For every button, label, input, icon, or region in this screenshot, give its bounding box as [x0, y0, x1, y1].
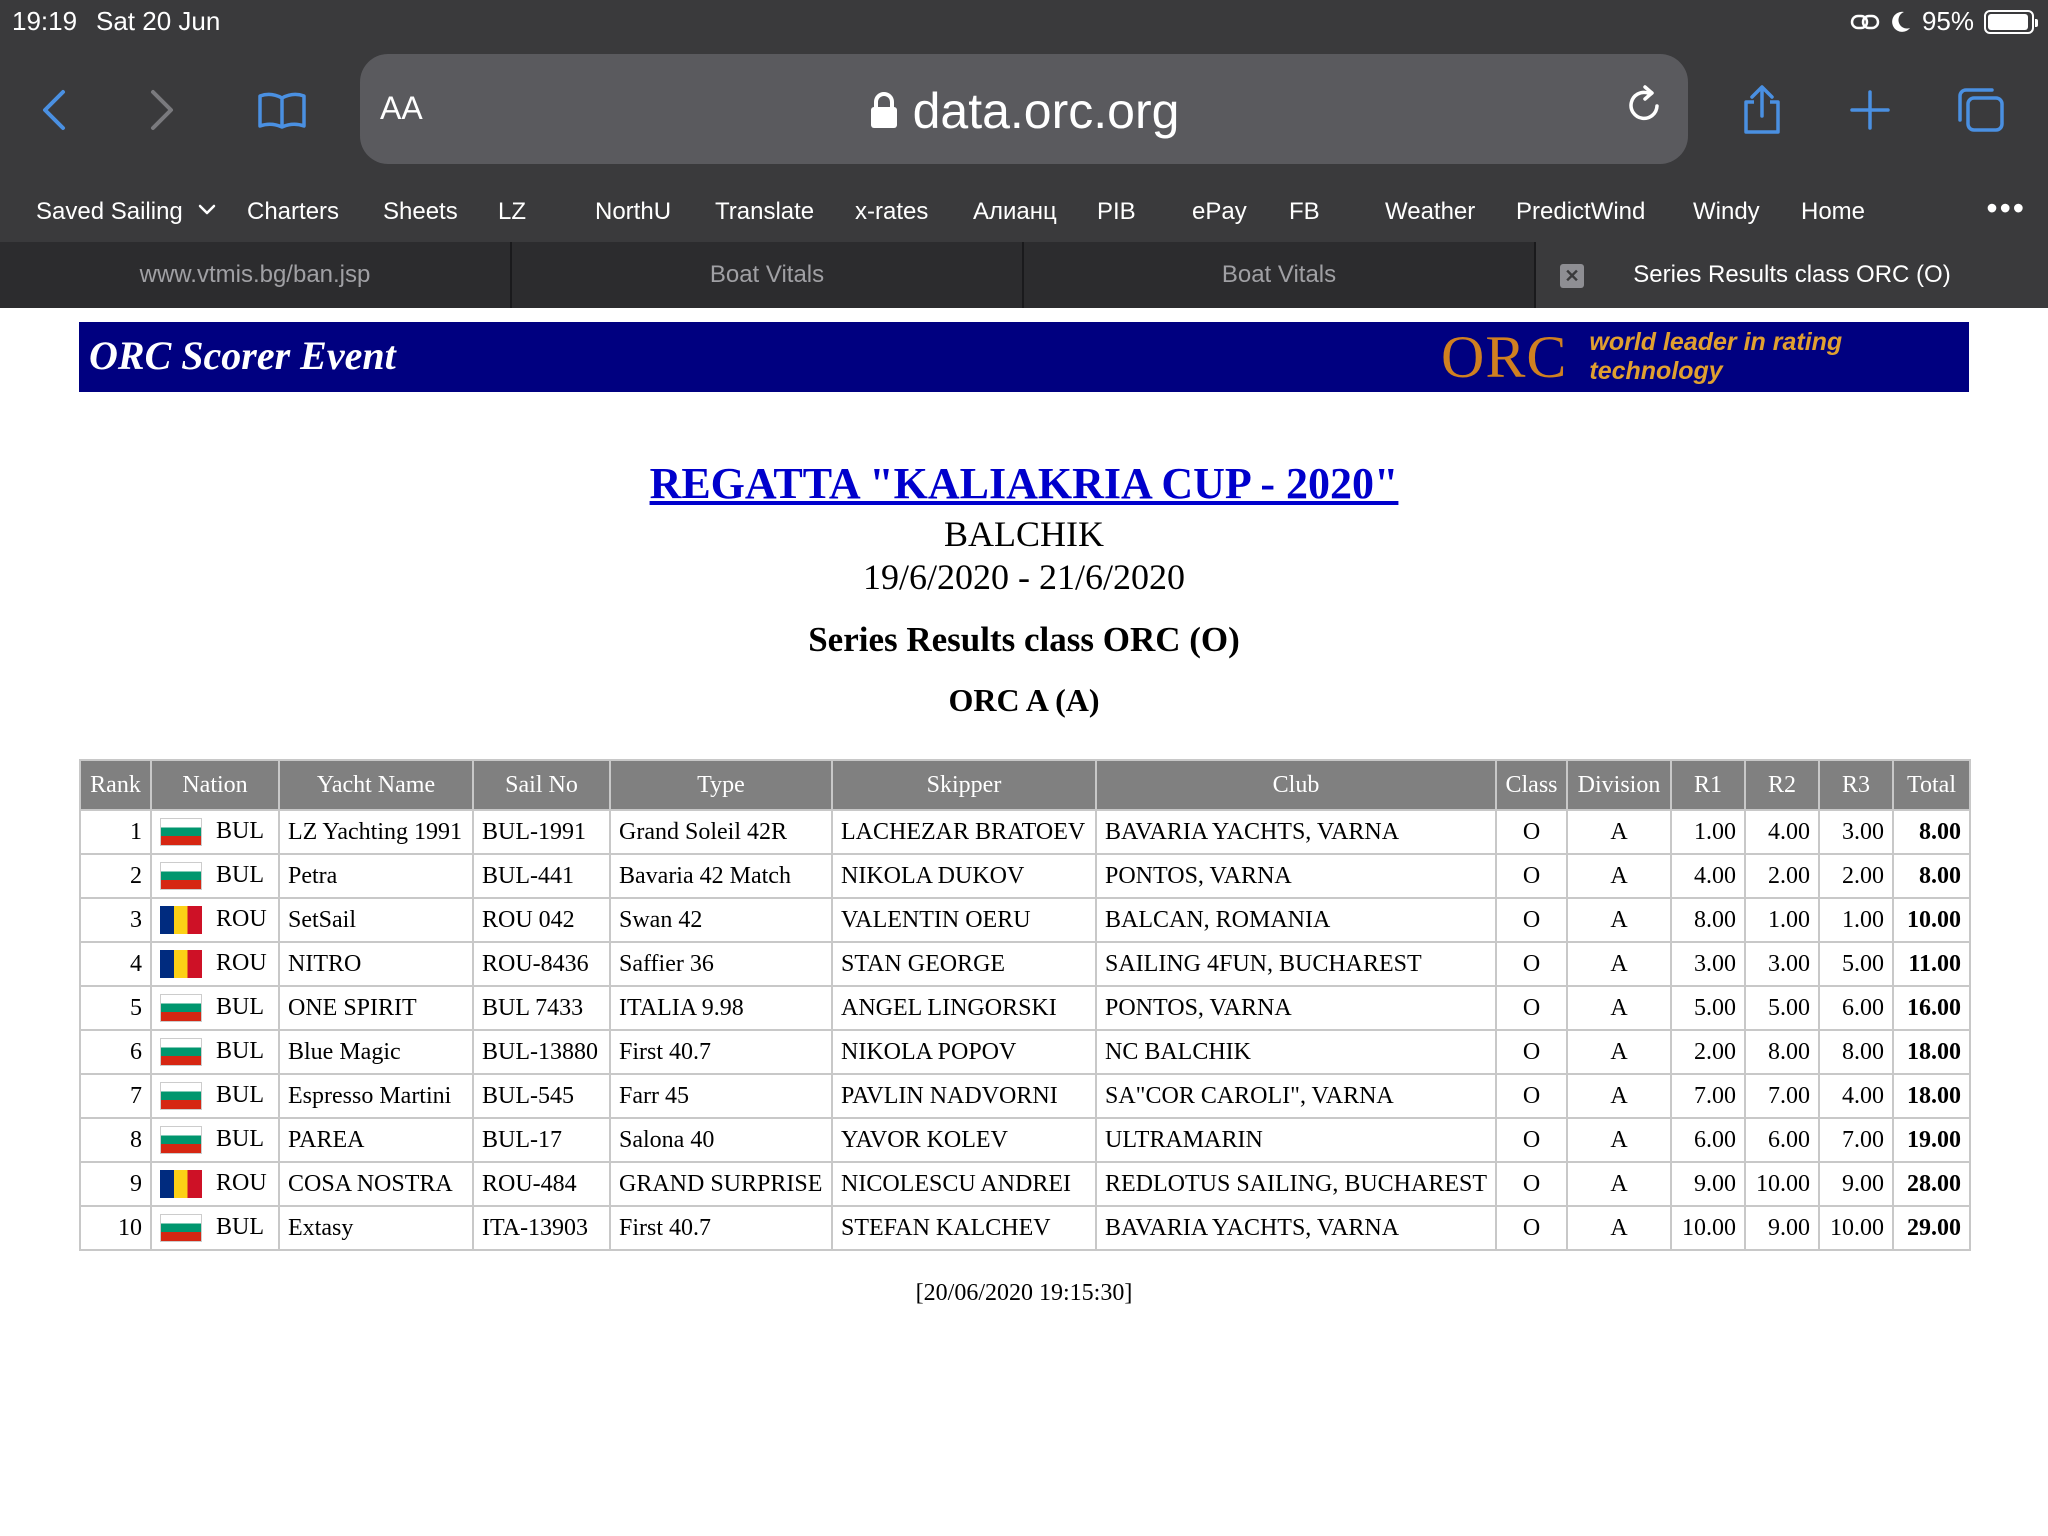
- bookmark-x-rates[interactable]: x-rates: [855, 198, 929, 225]
- cell-total: 18.00: [1893, 1074, 1970, 1118]
- table-row: [80, 898, 1970, 942]
- cell-type: ITALIA 9.98: [610, 986, 832, 1030]
- cell-sail-no: BUL-545: [473, 1074, 610, 1118]
- col-r2: R2: [1745, 760, 1819, 810]
- battery-icon: [1984, 10, 2034, 34]
- browser-chrome: [0, 0, 2048, 308]
- cell-rank: 1: [80, 810, 151, 854]
- cell-club: NC BALCHIK: [1096, 1030, 1496, 1074]
- bookmark-translate[interactable]: Translate: [715, 198, 815, 225]
- cell-class: O: [1496, 942, 1567, 986]
- class-title: ORC A (A): [948, 682, 1100, 718]
- cell-division: A: [1567, 898, 1671, 942]
- cell-yacht-name: Extasy: [279, 1206, 473, 1250]
- cell-r3: 7.00: [1819, 1118, 1893, 1162]
- table-row: [80, 854, 1970, 898]
- col-r3: R3: [1819, 760, 1893, 810]
- cell-skipper: YAVOR KOLEV: [832, 1118, 1096, 1162]
- cell-sail-no: BUL-17: [473, 1118, 610, 1162]
- nation-code: BUL: [216, 993, 264, 1020]
- event-dates: 19/6/2020 - 21/6/2020: [863, 557, 1185, 597]
- back-button[interactable]: [24, 80, 84, 140]
- col-sail-no: Sail No: [473, 760, 610, 810]
- cell-type: GRAND SURPRISE: [610, 1162, 832, 1206]
- cell-r2: 4.00: [1745, 810, 1819, 854]
- cell-sail-no: BUL-13880: [473, 1030, 610, 1074]
- orc-tagline: world leader in rating technology: [1589, 328, 1843, 385]
- cell-class: O: [1496, 854, 1567, 898]
- cell-r3: 8.00: [1819, 1030, 1893, 1074]
- chevron-left-icon: [39, 88, 69, 132]
- cell-yacht-name: PAREA: [279, 1118, 473, 1162]
- bookmark-allianz[interactable]: Алианц: [973, 198, 1057, 225]
- cell-sail-no: ITA-13903: [473, 1206, 610, 1250]
- cell-club: ULTRAMARIN: [1096, 1118, 1496, 1162]
- nation-code: ROU: [216, 1169, 267, 1196]
- cell-yacht-name: SetSail: [279, 898, 473, 942]
- cell-yacht-name: ONE SPIRIT: [279, 986, 473, 1030]
- cell-nation: [151, 942, 279, 986]
- cell-yacht-name: LZ Yachting 1991: [279, 810, 473, 854]
- battery-percent: 95%: [1921, 6, 1974, 36]
- cell-class: O: [1496, 986, 1567, 1030]
- cell-rank: 8: [80, 1118, 151, 1162]
- cell-r2: 10.00: [1745, 1162, 1819, 1206]
- cell-class: O: [1496, 1030, 1567, 1074]
- cell-division: A: [1567, 986, 1671, 1030]
- bookmark-fb[interactable]: FB: [1289, 198, 1320, 225]
- url-text: data.orc.org: [912, 83, 1180, 139]
- cell-yacht-name: COSA NOSTRA: [279, 1162, 473, 1206]
- bookmark-windy[interactable]: Windy: [1693, 198, 1760, 225]
- col-class: Class: [1496, 760, 1567, 810]
- tab-boat-vitals-1[interactable]: [512, 242, 1024, 308]
- col-yacht-name: Yacht Name: [279, 760, 473, 810]
- col-club: Club: [1096, 760, 1496, 810]
- cell-yacht-name: Petra: [279, 854, 473, 898]
- cell-club: REDLOTUS SAILING, BUCHAREST: [1096, 1162, 1496, 1206]
- cell-class: O: [1496, 810, 1567, 854]
- cell-rank: 4: [80, 942, 151, 986]
- col-total: Total: [1893, 760, 1970, 810]
- col-rank: Rank: [80, 760, 151, 810]
- event-city: BALCHIK: [944, 514, 1104, 554]
- cell-r2: 8.00: [1745, 1030, 1819, 1074]
- bookmark-charters[interactable]: Charters: [247, 198, 340, 225]
- generated-timestamp: [20/06/2020 19:15:30]: [915, 1280, 1133, 1306]
- cell-r3: 5.00: [1819, 942, 1893, 986]
- cell-r2: 1.00: [1745, 898, 1819, 942]
- nation-code: BUL: [216, 861, 264, 888]
- table-row: [80, 1118, 1970, 1162]
- regatta-title-link[interactable]: REGATTA "KALIAKRIA CUP - 2020": [649, 459, 1399, 508]
- tab-label: Boat Vitals: [709, 261, 825, 288]
- bookmark-label: Saved Sailing: [36, 198, 183, 225]
- cell-rank: 2: [80, 854, 151, 898]
- cell-nation: [151, 854, 279, 898]
- cell-r1: 6.00: [1671, 1118, 1745, 1162]
- bookmark-epay[interactable]: ePay: [1192, 198, 1247, 225]
- cell-yacht-name: NITRO: [279, 942, 473, 986]
- nation-code: BUL: [216, 1125, 264, 1152]
- cell-rank: 5: [80, 986, 151, 1030]
- col-type: Type: [610, 760, 832, 810]
- forward-button[interactable]: [132, 80, 192, 140]
- cell-r1: 8.00: [1671, 898, 1745, 942]
- cell-class: O: [1496, 898, 1567, 942]
- banner-title: ORC Scorer Event: [89, 333, 396, 378]
- orc-banner: [79, 322, 1969, 392]
- nation-code: BUL: [216, 1037, 264, 1064]
- flag-icon: [160, 950, 202, 978]
- table-row: [80, 1030, 1970, 1074]
- cell-rank: 7: [80, 1074, 151, 1118]
- cell-club: SA"COR CAROLI", VARNA: [1096, 1074, 1496, 1118]
- cell-nation: [151, 1206, 279, 1250]
- cell-skipper: ANGEL LINGORSKI: [832, 986, 1096, 1030]
- cell-club: BAVARIA YACHTS, VARNA: [1096, 1206, 1496, 1250]
- cell-total: 29.00: [1893, 1206, 1970, 1250]
- url-display: [360, 82, 1688, 140]
- cell-r2: 2.00: [1745, 854, 1819, 898]
- cell-club: PONTOS, VARNA: [1096, 854, 1496, 898]
- share-icon: [1740, 84, 1784, 136]
- cell-type: First 40.7: [610, 1206, 832, 1250]
- col-r1: R1: [1671, 760, 1745, 810]
- nation-code: BUL: [216, 817, 264, 844]
- cell-skipper: NICOLESCU ANDREI: [832, 1162, 1096, 1206]
- cell-skipper: NIKOLA POPOV: [832, 1030, 1096, 1074]
- cell-yacht-name: Espresso Martini: [279, 1074, 473, 1118]
- tab-series-results[interactable]: [1536, 242, 2048, 308]
- cell-total: 10.00: [1893, 898, 1970, 942]
- orc-logo: [1441, 322, 1969, 392]
- flag-icon: [160, 1038, 202, 1066]
- cell-nation: [151, 1074, 279, 1118]
- bookmark-pib[interactable]: PIB: [1097, 198, 1136, 225]
- book-icon: [257, 90, 307, 130]
- cell-sail-no: ROU-8436: [473, 942, 610, 986]
- cell-r3: 1.00: [1819, 898, 1893, 942]
- tab-label: www.vtmis.bg/ban.jsp: [139, 261, 371, 288]
- cell-nation: [151, 1118, 279, 1162]
- status-bar: [0, 0, 2048, 40]
- reload-icon[interactable]: [1624, 84, 1664, 126]
- cell-type: Salona 40: [610, 1118, 832, 1162]
- cell-r3: 2.00: [1819, 854, 1893, 898]
- cell-total: 28.00: [1893, 1162, 1970, 1206]
- flag-icon: [160, 1214, 202, 1242]
- cell-nation: [151, 1162, 279, 1206]
- browser-toolbar: [0, 50, 2048, 166]
- table-row: [80, 1162, 1970, 1206]
- address-bar[interactable]: [360, 54, 1688, 164]
- cell-division: A: [1567, 1074, 1671, 1118]
- cell-r3: 10.00: [1819, 1206, 1893, 1250]
- cell-skipper: NIKOLA DUKOV: [832, 854, 1096, 898]
- status-time: 19:19: [12, 6, 78, 36]
- tab-boat-vitals-2[interactable]: [1024, 242, 1536, 308]
- flag-icon: [160, 818, 202, 846]
- share-button[interactable]: [1732, 80, 1792, 140]
- nation-code: ROU: [216, 905, 267, 932]
- cell-skipper: VALENTIN OERU: [832, 898, 1096, 942]
- cell-skipper: LACHEZAR BRATOEV: [832, 810, 1096, 854]
- cell-division: A: [1567, 854, 1671, 898]
- cell-type: Saffier 36: [610, 942, 832, 986]
- bookmark-lz[interactable]: LZ: [498, 198, 527, 225]
- cell-type: Swan 42: [610, 898, 832, 942]
- cell-rank: 6: [80, 1030, 151, 1074]
- cell-total: 18.00: [1893, 1030, 1970, 1074]
- cell-sail-no: ROU-484: [473, 1162, 610, 1206]
- cell-sail-no: BUL 7433: [473, 986, 610, 1030]
- cell-r2: 7.00: [1745, 1074, 1819, 1118]
- cell-total: 19.00: [1893, 1118, 1970, 1162]
- cell-nation: [151, 1030, 279, 1074]
- table-header-row: [80, 760, 1970, 810]
- moon-icon: [1890, 10, 1912, 34]
- cell-class: O: [1496, 1206, 1567, 1250]
- cell-type: Grand Soleil 42R: [610, 810, 832, 854]
- cell-division: A: [1567, 942, 1671, 986]
- cell-r2: 6.00: [1745, 1118, 1819, 1162]
- cell-division: A: [1567, 1030, 1671, 1074]
- flag-icon: [160, 1082, 202, 1110]
- flag-icon: [160, 1126, 202, 1154]
- cell-r2: 3.00: [1745, 942, 1819, 986]
- bookmarks-button[interactable]: [252, 80, 312, 140]
- table-row: [80, 986, 1970, 1030]
- more-icon[interactable]: •••: [1986, 190, 2026, 226]
- cell-skipper: PAVLIN NADVORNI: [832, 1074, 1096, 1118]
- cell-total: 11.00: [1893, 942, 1970, 986]
- bookmark-saved-sailing[interactable]: [36, 198, 217, 226]
- chevron-right-icon: [147, 88, 177, 132]
- col-nation: Nation: [151, 760, 279, 810]
- close-icon[interactable]: ✕: [1560, 264, 1584, 288]
- chevron-down-icon: [197, 203, 217, 217]
- cell-yacht-name: Blue Magic: [279, 1030, 473, 1074]
- lock-icon: [869, 90, 899, 130]
- cell-r2: 9.00: [1745, 1206, 1819, 1250]
- new-tab-button[interactable]: [1840, 80, 1900, 140]
- tab-label: Series Results class ORC (O): [1633, 261, 1951, 288]
- cell-club: SAILING 4FUN, BUCHAREST: [1096, 942, 1496, 986]
- tabs-overview-button[interactable]: [1950, 80, 2010, 140]
- cell-class: O: [1496, 1162, 1567, 1206]
- table-row: [80, 1206, 1970, 1250]
- bookmark-northu[interactable]: NorthU: [595, 198, 672, 225]
- cell-r3: 6.00: [1819, 986, 1893, 1030]
- cell-skipper: STAN GEORGE: [832, 942, 1096, 986]
- status-right: [1850, 6, 2034, 37]
- cell-r3: 4.00: [1819, 1074, 1893, 1118]
- tab-bar: [0, 242, 2048, 308]
- bookmark-home[interactable]: Home: [1801, 198, 1866, 225]
- reader-aa-button[interactable]: AA: [380, 90, 423, 126]
- cell-rank: 3: [80, 898, 151, 942]
- link-icon: [1850, 11, 1880, 33]
- cell-type: Farr 45: [610, 1074, 832, 1118]
- results-body: [80, 810, 1970, 1250]
- battery-fill: [1988, 14, 2028, 30]
- cell-total: 8.00: [1893, 854, 1970, 898]
- tabs-icon: [1954, 86, 2006, 134]
- cell-r1: 1.00: [1671, 810, 1745, 854]
- cell-r1: 4.00: [1671, 854, 1745, 898]
- cell-sail-no: ROU 042: [473, 898, 610, 942]
- cell-division: A: [1567, 1206, 1671, 1250]
- cell-rank: 10: [80, 1206, 151, 1250]
- table-row: [80, 942, 1970, 986]
- results-table: [79, 759, 1971, 1251]
- cell-r1: 5.00: [1671, 986, 1745, 1030]
- cell-total: 8.00: [1893, 810, 1970, 854]
- cell-r1: 10.00: [1671, 1206, 1745, 1250]
- cell-nation: [151, 898, 279, 942]
- flag-icon: [160, 862, 202, 890]
- cell-skipper: STEFAN KALCHEV: [832, 1206, 1096, 1250]
- nation-code: BUL: [216, 1213, 264, 1240]
- favorites-bar: [0, 190, 2048, 234]
- orc-logo-mark: ORC: [1441, 323, 1568, 390]
- col-division: Division: [1567, 760, 1671, 810]
- cell-class: O: [1496, 1074, 1567, 1118]
- tab-label: Boat Vitals: [1221, 261, 1337, 288]
- plus-icon: [1850, 90, 1890, 130]
- bookmark-predictwind[interactable]: PredictWind: [1516, 198, 1646, 225]
- cell-type: First 40.7: [610, 1030, 832, 1074]
- tab-vtmis[interactable]: [0, 242, 512, 308]
- cell-sail-no: BUL-441: [473, 854, 610, 898]
- cell-division: A: [1567, 1118, 1671, 1162]
- cell-club: BAVARIA YACHTS, VARNA: [1096, 810, 1496, 854]
- cell-class: O: [1496, 1118, 1567, 1162]
- flag-icon: [160, 994, 202, 1022]
- status-date: Sat 20 Jun: [96, 6, 221, 36]
- bookmark-weather[interactable]: Weather: [1385, 198, 1476, 225]
- flag-icon: [160, 906, 202, 934]
- cell-type: Bavaria 42 Match: [610, 854, 832, 898]
- flag-icon: [160, 1170, 202, 1198]
- cell-r1: 7.00: [1671, 1074, 1745, 1118]
- nation-code: ROU: [216, 949, 267, 976]
- cell-nation: [151, 986, 279, 1030]
- cell-division: A: [1567, 810, 1671, 854]
- cell-club: BALCAN, ROMANIA: [1096, 898, 1496, 942]
- cell-r3: 9.00: [1819, 1162, 1893, 1206]
- series-title: Series Results class ORC (O): [808, 620, 1240, 659]
- cell-division: A: [1567, 1162, 1671, 1206]
- bookmark-sheets[interactable]: Sheets: [383, 198, 458, 225]
- table-row: [80, 1074, 1970, 1118]
- cell-r1: 3.00: [1671, 942, 1745, 986]
- col-skipper: Skipper: [832, 760, 1096, 810]
- nation-code: BUL: [216, 1081, 264, 1108]
- cell-r1: 9.00: [1671, 1162, 1745, 1206]
- cell-nation: [151, 810, 279, 854]
- cell-sail-no: BUL-1991: [473, 810, 610, 854]
- cell-r1: 2.00: [1671, 1030, 1745, 1074]
- cell-total: 16.00: [1893, 986, 1970, 1030]
- cell-r2: 5.00: [1745, 986, 1819, 1030]
- cell-rank: 9: [80, 1162, 151, 1206]
- cell-club: PONTOS, VARNA: [1096, 986, 1496, 1030]
- cell-r3: 3.00: [1819, 810, 1893, 854]
- table-row: [80, 810, 1970, 854]
